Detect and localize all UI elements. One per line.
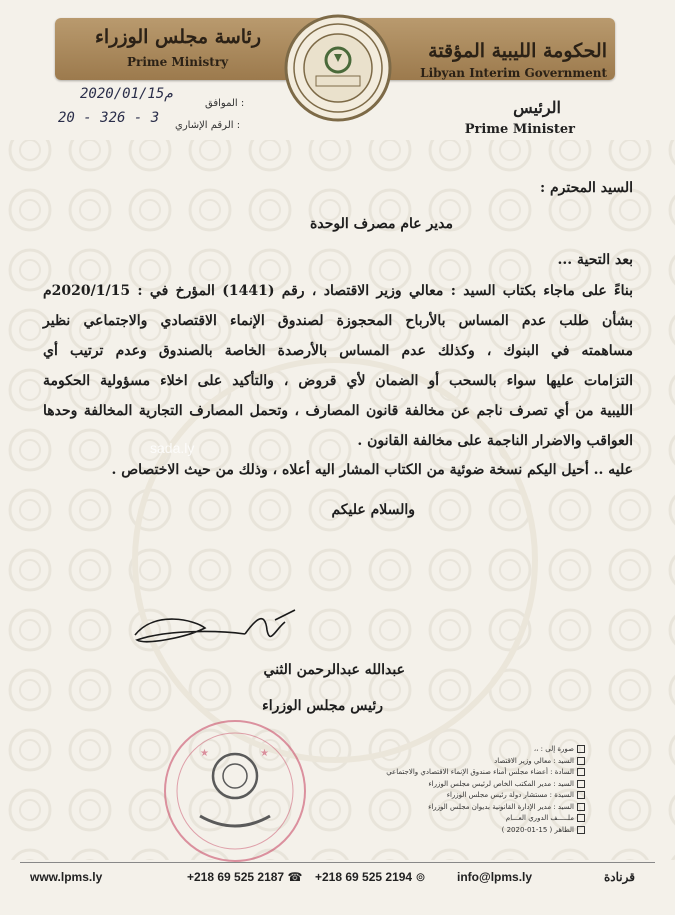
fax-icon: ⊚ xyxy=(415,870,426,884)
cc-item: الطاهر ( 15-01-2020 ) xyxy=(345,825,585,837)
phone-icon: ☎ xyxy=(287,870,303,884)
svg-text:★: ★ xyxy=(200,748,209,759)
paragraph-line: الليبية من أي تصرف ناجم عن مخالفة قانون المصارف ، وتحمل المصارف التجارية المخالفة وحدها xyxy=(43,403,633,419)
header-right-arabic: الحكومة الليبية المؤقتة xyxy=(428,40,607,62)
greeting: بعد التحية ... xyxy=(557,252,633,268)
watermark: sada.ly xyxy=(150,440,195,456)
header-right-english: Libyan Interim Government xyxy=(420,66,607,80)
header-left-english: Prime Ministry xyxy=(127,55,229,69)
paragraph-line: بناءً على ماجاء بكتاب السيد : معالي وزير الاقتصاد ، رقم (1441) المؤرخ في : 2020/1/15م xyxy=(43,283,633,299)
prime-minister-arabic: الرئيس xyxy=(513,98,561,117)
footer-city: قرنادة xyxy=(604,870,635,884)
cc-item: السيد : مدير الإدارة القانونية بديوان مجلس الوزراء xyxy=(345,802,585,814)
cc-item: صورة إلى : ،، xyxy=(345,744,585,756)
header-left-arabic: رئاسة مجلس الوزراء xyxy=(95,26,261,48)
footer-phone: +218 69 525 2187 ☎ xyxy=(187,870,303,884)
paragraph-line: العواقب والاضرار الناجمة على مخالفة القانون . xyxy=(357,433,633,449)
cc-item: السيد : مدير المكتب الخاص لرئيس مجلس الوزراء xyxy=(345,779,585,791)
signatory-title: رئيس مجلس الوزراء xyxy=(262,698,383,714)
cc-list xyxy=(345,744,585,836)
closing: والسلام عليكم xyxy=(331,502,415,518)
signature-icon xyxy=(125,600,305,670)
reference-label: الرقم الإشاري : xyxy=(175,120,241,131)
official-stamp-icon xyxy=(160,716,310,866)
prime-minister-english: Prime Minister xyxy=(464,122,575,137)
footer-fax: +218 69 525 2194 ⊚ xyxy=(315,870,426,884)
date-value: 2020/01/15م xyxy=(80,86,173,102)
reference-number: 20 - 326 - 3 xyxy=(58,110,160,126)
footer-email: info@lpms.ly xyxy=(457,870,533,884)
cc-item: ملـــــف الدوري العـــام xyxy=(345,813,585,825)
letter-paragraph xyxy=(43,276,633,456)
salutation: السيد المحترم : xyxy=(539,180,633,196)
paragraph-line: التزامات عليها سواء بالسحب أو الضمان لأي قروض ، والتأكيد على اخلاء مسؤولية الحكومة xyxy=(43,373,633,389)
footer-website: www.lpms.ly xyxy=(30,870,103,884)
cc-item: السادة : أعضاء مجلس أمناء صندوق الإنماء الاقتصادي والاجتماعي xyxy=(345,767,585,779)
cc-item: السيدة : مستشار دولة رئيس مجلس الوزراء xyxy=(345,790,585,802)
government-emblem-icon xyxy=(284,14,392,122)
footer xyxy=(22,868,655,890)
date-label: الموافق : xyxy=(205,98,245,109)
paragraph-line: بشأن طلب عدم المساس بالأرباح المحجوزة لصندوق الإنماء الاقتصادي والاجتماعي نظير xyxy=(43,313,633,329)
cc-item: السيد : معالي وزير الاقتصاد xyxy=(345,756,585,768)
signatory-name: عبدالله عبدالرحمن الثني xyxy=(263,662,405,678)
paragraph-line: مساهمته في البنوك ، وكذلك عدم المساس بالأرصدة الخاصة بالصندوق وعدم ترتيب أي xyxy=(43,343,633,359)
svg-text:★: ★ xyxy=(260,748,269,759)
recipient: مدير عام مصرف الوحدة xyxy=(310,216,453,232)
closing-request: عليه .. أحيل اليكم نسخة ضوئية من الكتاب المشار اليه أعلاه ، وذلك من حيث الاختصاص . xyxy=(111,462,633,478)
footer-divider xyxy=(20,862,655,863)
